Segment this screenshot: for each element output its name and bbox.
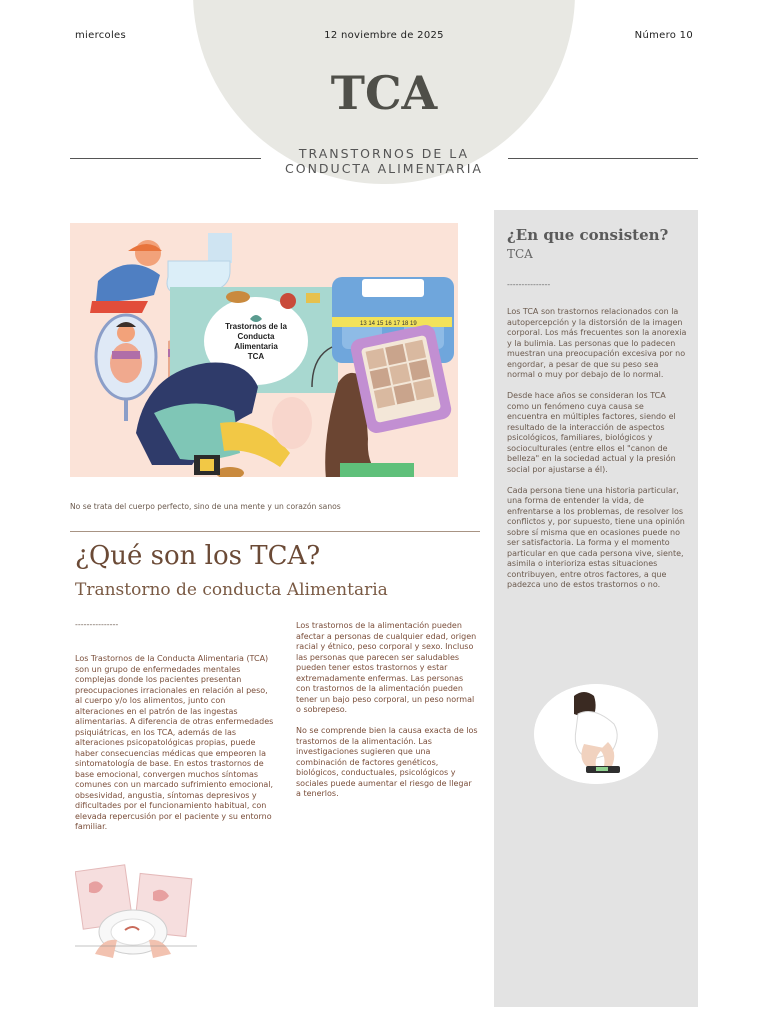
poster-line-3: Alimentaria	[234, 342, 278, 351]
poster-line-2: Conducta	[237, 332, 275, 341]
poster-line-4: TCA	[247, 352, 265, 361]
scale-woman-illustration	[534, 684, 658, 784]
hero-illustration	[70, 223, 458, 477]
sidebar-subtitle: TCA	[507, 247, 533, 261]
subtitle-line-2: CONDUCTA ALIMENTARIA	[285, 161, 483, 176]
hero-illustration-svg	[70, 223, 458, 477]
article-title: ¿Qué son los TCA?	[75, 541, 321, 571]
article-subtitle: Transtorno de conducta Alimentaria	[75, 580, 388, 600]
plate-illustration-svg	[75, 862, 197, 966]
issue-date: 12 noviembre de 2025	[324, 30, 444, 41]
sidebar-paragraph: Cada persona tiene una historia particular, una forma de entender la vida, de enfrentarse a los problemas, de resolver los conflictos y, por supuesto, tiene una opinión sobre sí misma que en ocasiones puede no ser satisfactoria. La forma y el momento particular en que cada persona vive, siente, asimila o interioriza estas situaciones contribuyen, entre otros factores, a que padezca uno de estos trastornos o no.	[507, 485, 685, 589]
sidebar-paragraph: Los TCA son trastornos relacionados con la autopercepción y la distorsión de la imagen corporal. Los más frecuentes son la anorexia y la bulimia. Las personas que lo padecen muestran una preocupación excesiva por no engordar, a pesar de que su peso sea normal o muy por debajo de lo normal.	[507, 307, 687, 379]
article-column-left	[75, 654, 275, 843]
sidebar-paragraph: Desde hace años se consideran los TCA como un fenómeno cuya causa se encuentra en múltiples factores, siendo el resultado de la interacción de aspectos psicológicos, familiares, biológicos y socioculturales (entre ellos el "canon de belleza" en la sociedad actual y la presión social por ajustarse a él).	[507, 391, 676, 474]
article-paragraph: No se comprende bien la causa exacta de los trastornos de la alimentación. Las investigaciones sugieren que una combinación de factores genéticos, biológicos, conductuales, psicológicos y sociales puede aumentar el riesgo de llegar a tenerlos.	[296, 726, 478, 798]
sidebar-divider: ---------------	[507, 280, 551, 289]
tape-measure-icon	[332, 317, 452, 327]
plate-illustration	[75, 862, 197, 966]
issue-day: miercoles	[75, 30, 127, 41]
lamp-icon	[194, 455, 220, 475]
section-divider	[70, 531, 480, 532]
masthead-title: TCA	[330, 66, 438, 120]
sidebar-body	[507, 307, 687, 601]
masthead-subtitle	[0, 146, 768, 176]
article-paragraph: Los trastornos de la alimentación pueden afectar a personas de cualquier edad, origen racial y étnico, peso corporal y sexo. Incluso las personas que parecen ser saludables pueden tener estos trastornos y estar extremadamente enfermas. Las personas con trastornos de la alimentación pueden tener un bajo peso corporal, un peso normal o sobrepeso.	[296, 621, 477, 714]
article-divider: ---------------	[75, 620, 119, 629]
scale-woman-svg	[534, 684, 658, 784]
sidebar-title: ¿En que consisten?	[507, 226, 669, 244]
article-paragraph: Los Trastornos de la Conducta Alimentaria (TCA) son un grupo de enfermedades mentales complejas donde los pacientes presentan preocupaciones irracionales en relación al peso, al cuerpo y/o los alimentos, junto con alteraciones en el patrón de las ingestas alimentarias. A diferencia de otras enfermedades psiquiátricas, en los TCA, además de las alteraciones psicopatológicas propias, puede haber consecuencias médicas que empeoren la sintomatología de base. En estos trastornos de base emocional, convergen muchos síntomas comunes con un marcado sufrimiento emocional, obsesividad, angustia, síntomas depresivos y dificultades por el funcionamiento habitual, con elevada repercusión por el paciente y su entorno familiar.	[75, 654, 274, 831]
tape-numbers: 13 14 15 16 17 18 19	[360, 321, 417, 327]
poster-line-1: Trastornos de la	[225, 322, 287, 331]
issue-number: Número 10	[634, 30, 693, 41]
hero-caption: No se trata del cuerpo perfecto, sino de una mente y un corazón sanos	[70, 502, 341, 511]
subtitle-line-1: TRANSTORNOS DE LA	[298, 146, 470, 161]
article-column-middle	[296, 621, 478, 810]
